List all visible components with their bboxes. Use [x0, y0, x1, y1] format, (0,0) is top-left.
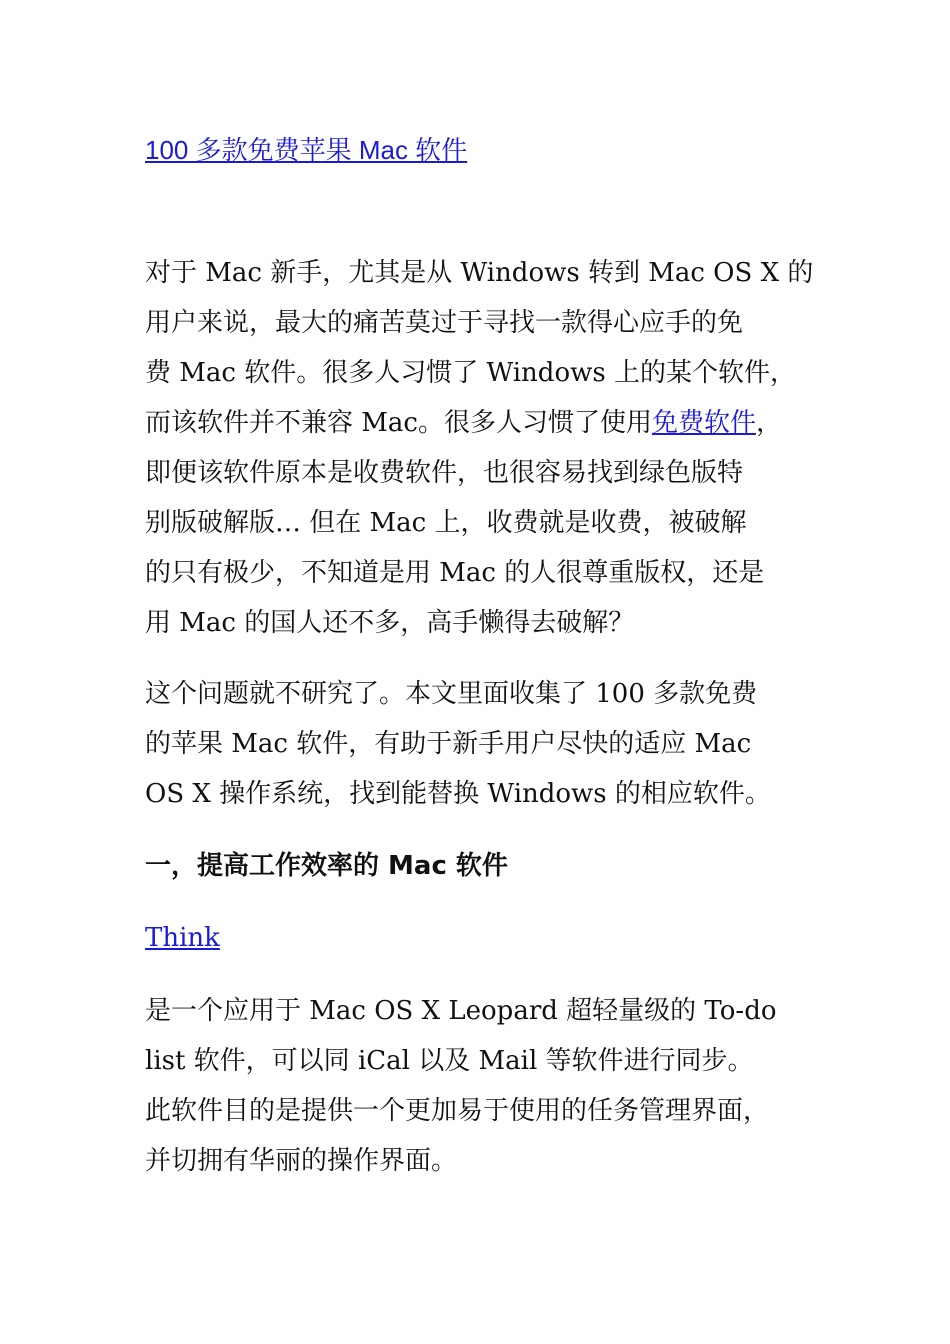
intro-line-2: 用户来说，最大的痛苦莫过于寻找一款得心应手的免	[145, 308, 744, 338]
intro-line-7: 的只有极少，不知道是用 Mac 的人很尊重版权，还是	[145, 558, 765, 588]
intro-paragraph	[145, 248, 813, 648]
second-line-2: 的苹果 Mac 软件，有助于新手用户尽快的适应 Mac	[145, 729, 752, 759]
intro-line-1: 对于 Mac 新手，尤其是从 Windows 转到 Mac OS X 的	[145, 258, 814, 288]
intro-line-8: 用 Mac 的国人还不多，高手懒得去破解？	[145, 608, 635, 638]
section-heading: 一，提高工作效率的 Mac 软件	[145, 851, 508, 881]
intro-line-3: 费 Mac 软件。很多人习惯了 Windows 上的某个软件，	[145, 358, 796, 388]
intro-line-5: 即便该软件原本是收费软件，也很容易找到绿色版特	[145, 458, 744, 488]
think-paragraph	[145, 986, 777, 1186]
intro-line-4	[145, 398, 813, 448]
free-software-link[interactable]: 免费软件	[651, 408, 756, 438]
think-line-4: 并切拥有华丽的操作界面。	[145, 1146, 458, 1176]
think-link[interactable]: Think	[145, 923, 220, 953]
intro-line-6: 别版破解版… 但在 Mac 上，收费就是收费，被破解	[145, 508, 747, 538]
think-line-3: 此软件目的是提供一个更加易于使用的任务管理界面，	[145, 1096, 770, 1126]
second-paragraph	[145, 669, 771, 819]
article-title-link[interactable]: 100 多款免费苹果 Mac 软件	[145, 135, 468, 165]
think-line-2: list 软件，可以同 iCal 以及 Mail 等软件进行同步。	[145, 1046, 754, 1076]
second-line-3: OS X 操作系统，找到能替换 Windows 的相应软件。	[145, 779, 771, 809]
second-line-1: 这个问题就不研究了。本文里面收集了 100 多款免费	[145, 679, 758, 709]
intro-line-4-punct: ，	[755, 408, 782, 438]
think-line-1: 是一个应用于 Mac OS X Leopard 超轻量级的 To-do	[145, 996, 777, 1026]
intro-line-4-text: 而该软件并不兼容 Mac。很多人习惯了使用	[145, 408, 652, 438]
